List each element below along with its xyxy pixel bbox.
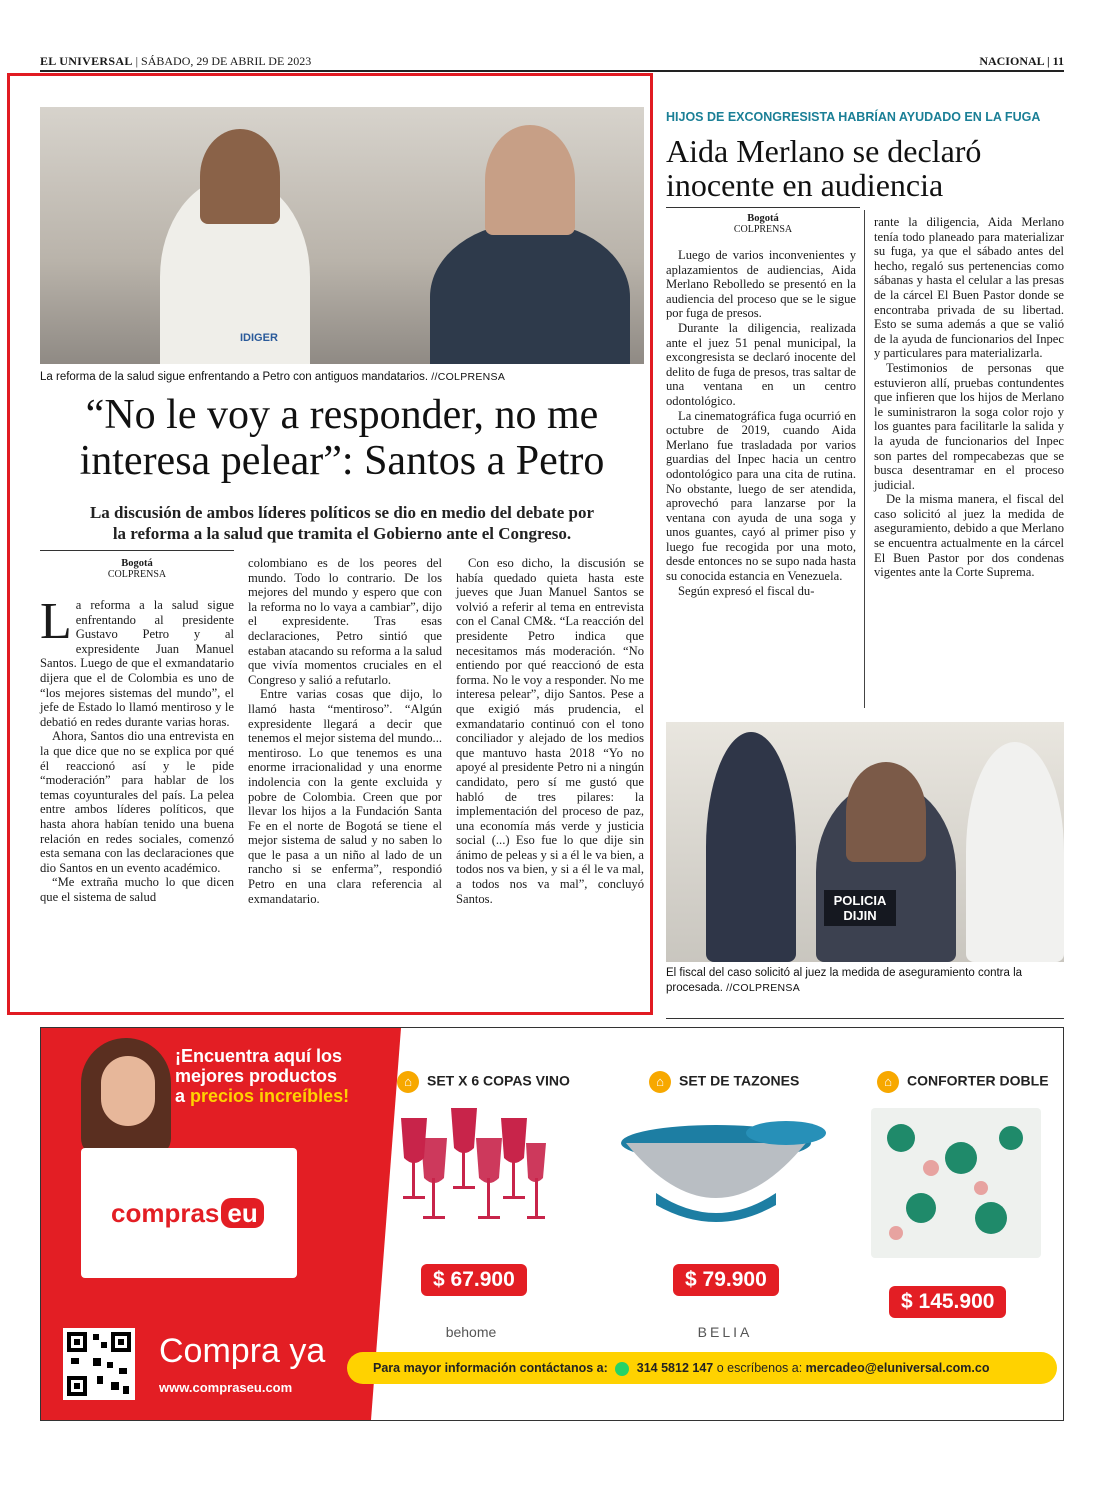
slogan-a: a xyxy=(175,1086,191,1106)
section-label xyxy=(979,54,1064,69)
byline-city: Bogotá xyxy=(747,213,779,224)
paragraph: “Me extraña mucho lo que dicen que el sistema de salud xyxy=(40,875,234,904)
paragraph: Entre varias cosas que dijo, lo llamó hasta “mentiroso”. “Algún expresidente llegará a decir que tenemos el mejor sistema del mundo... mentiroso. Lo que tenemos es una enorme irracionalidad y una enorme indolencia con la gente excluida y pobre de Colombia. Creen que por llevar los hijos a la Fundación Santa Fe en el norte de Bogotá se tiene el mejor sistema de salud y no saben lo que le pasa a un niño al lado de un rancho si se enferma”, respondió Petro en una clara referencia al exmandatario. xyxy=(248,687,442,906)
product-title-text: CONFORTER DOBLE xyxy=(907,1072,1049,1089)
paragraph: Según expresó el fiscal du- xyxy=(678,583,815,598)
paragraph: Ahora, Santos dio una entrevista en la que dice que no se explica por qué él reaccionó así y le pide “moderación” para hablar de los temas coyunturales del país. La pelea entre ambos líderes políticos, que hasta ahora habían tenido una buena relación en redes sociales, comenzó esta semana con las declaraciones que dio Santos en un evento académico. xyxy=(40,729,234,875)
side-headline xyxy=(666,134,1066,202)
main-headline-line1: “No le voy a responder, no me xyxy=(85,392,599,438)
header-separator-right: | xyxy=(1047,54,1050,68)
main-subhead-line2: la reforma a la salud que tramita el Gobierno ante el Congreso. xyxy=(112,524,572,543)
side-headline-line1: Aida Merlano se declaró xyxy=(666,133,982,169)
byline-agency: COLPRENSA xyxy=(107,569,167,580)
contact-mid: o escríbenos a: xyxy=(716,1361,803,1375)
advertisement xyxy=(40,1027,1064,1421)
ad-slogan xyxy=(175,1046,349,1106)
qr-code[interactable] xyxy=(63,1328,135,1400)
home-icon: ⌂ xyxy=(397,1071,419,1093)
photo-vest-label xyxy=(824,890,896,926)
byline-agency: COLPRENSA xyxy=(733,224,793,235)
issue-date: SÁBADO, 29 DE ABRIL DE 2023 xyxy=(141,54,312,68)
vendor-logo: BELIA xyxy=(697,1324,753,1340)
side-column-2 xyxy=(874,215,1064,580)
product-price: $ 67.900 xyxy=(421,1264,527,1296)
brand-suffix: eu xyxy=(221,1198,263,1228)
main-headline xyxy=(40,392,644,484)
product-price: $ 79.900 xyxy=(673,1264,779,1296)
header-rule xyxy=(40,70,1064,72)
caption-text: El fiscal del caso solicitó al juez la medida de aseguramiento contra la procesada. xyxy=(666,967,1023,994)
slogan-line1: ¡Encuentra aquí los xyxy=(175,1046,343,1066)
side-byline xyxy=(666,213,860,235)
drop-cap: L xyxy=(40,593,72,650)
product-title xyxy=(649,1071,799,1093)
side-kicker: HIJOS DE EXCONGRESISTA HABRÍAN AYUDADO EN LA FUGA xyxy=(666,110,1041,124)
side-headline-line2: inocente en audiencia xyxy=(666,167,944,203)
brand-name: compras xyxy=(111,1198,220,1228)
side-photo-caption xyxy=(666,966,1064,996)
cta-text: Compra ya xyxy=(159,1332,326,1370)
slogan-line2: mejores productos xyxy=(175,1066,338,1086)
paragraph: Con eso dicho, la discusión se había quedado quieta hasta este jueves que Juan Manuel Santos se volvió a referir al tema en entrevista con el Canal CM&. “La reacción del presidente Petro indica que necesitamos más moderación. “No entiendo por qué reaccionó de esta forma. No le voy a responder. No me interesa pelear”, dijo Santos. Pese a que exigió más prudencia, el exmandatario continuó con el tono conciliador y alejado de los medios que mantuvo hasta 2018 “Yo no apoyé al presidente Petro ni a ningún candidato, pero sí me gustó que habló de tres pilares: la implementación del proceso de paz, una economía más verde y justicia social (...) Eso fue lo que dije sin ánimo de peleas y si a él le va bien, a todos nos va bien, y si a él le va mal, a todos nos va mal”, concluyó Santos. xyxy=(456,556,644,906)
paragraph: La cinematográfica fuga ocurrió en octubre de 2019, cuando Aida Merlano fue trasladada por varios guardias del Inpec hacia un centro odontológico para una cita de rutina. No obstante, luego de ser atendida, aprovechó para lanzarse por la ventana con ayuda de una soga y unos guantes, cayó al primer piso y luego fue recogida por una moto, desde entonces no se supo nada hasta su conocida estancia en Venezuela. xyxy=(666,408,856,584)
section-rule xyxy=(666,1018,1064,1019)
paragraph: Luego de varios inconvenientes y aplazamientos de audiencias, Aida Merlano Rebolledo se presentó en la audiencia del proceso que se le sigue por fuga de presos. xyxy=(666,248,856,321)
byline-city: Bogotá xyxy=(121,558,153,569)
product-title xyxy=(877,1071,1049,1093)
caption-credit: //COLPRENSA xyxy=(431,371,506,383)
header-separator: | xyxy=(135,54,139,68)
whatsapp-icon xyxy=(615,1362,629,1376)
ad-sign xyxy=(81,1148,297,1278)
product-title-text: SET X 6 COPAS VINO xyxy=(427,1072,570,1089)
home-icon: ⌂ xyxy=(649,1071,671,1093)
page-number: 11 xyxy=(1052,54,1064,68)
paragraph: colombiano es de los peores del mundo. Todo lo contrario. De los mejores del mundo y espero que con la reforma no lo vaya a cambiar”, dijo el expresidente. Tras esas declaraciones, Petro sintió que estaban atacando su reforma a la salud que vivía momentos cruciales en el Congreso y salió a refutarlo. xyxy=(248,556,442,687)
wine-glasses-image xyxy=(381,1108,551,1248)
product-title-text: SET DE TAZONES xyxy=(679,1072,800,1089)
paragraph: Durante la diligencia, realizada ante el juez 51 penal municipal, la excongresista se declaró inocente del delito de fuga de presos, tras saltar de una ventana en un centro odontológico. xyxy=(666,320,856,408)
caption-text: La reforma de la salud sigue enfrentando a Petro con antiguos mandatarios. xyxy=(40,371,429,383)
product-price: $ 145.900 xyxy=(889,1286,1006,1318)
main-photo xyxy=(40,107,644,364)
main-column-1 xyxy=(40,593,234,904)
column-divider xyxy=(864,210,865,708)
paragraph: a reforma a la salud sigue enfrentando al presidente Gustavo Petro y al expresidente Juan Manuel Santos. Luego de que el exmandatario dijera que el de Colombia es uno de “los mejores sistemas del mundo”, el jefe de Estado lo llamó mentiroso y le debatió en redes durante varias horas. xyxy=(40,598,234,729)
contact-prefix: Para mayor información contáctanos a: xyxy=(373,1361,608,1375)
product-title xyxy=(397,1071,570,1093)
vest-line1: POLICIA xyxy=(833,893,887,908)
main-subhead xyxy=(40,502,644,544)
paragraph: De la misma manera, el fiscal del caso solicitó al juez la medida de aseguramiento, debido a que Merlano se encuentra actualmente en la cárcel El Buen Pastor por dos condenas vigentes ante la Corte Suprema. xyxy=(874,492,1064,580)
paragraph: Testimonios de personas que estuvieron allí, pruebas contundentes que infieren que los hijos de Merlano le suministraron la soga color rojo y los guantes para facilitarle la salida y la ayuda de funcionarios del Inpec son partes del rompecabezas que se busca desentramar en el proceso judicial. xyxy=(874,360,1064,492)
main-subhead-line1: La discusión de ambos líderes políticos se dio en medio del debate por xyxy=(89,503,595,522)
slogan-line3 xyxy=(175,1086,349,1106)
brand-logo xyxy=(111,1198,264,1229)
byline-rule xyxy=(40,550,234,551)
side-byline-rule xyxy=(666,207,860,208)
paragraph: rante la diligencia, Aida Merlano tenía todo planeado para materializar su fuga, ya que el sábado antes del hecho, regaló sus pertenencias como sábanas y hasta el celular a las presas de la cárcel El Buen Pastor donde se encontraba privada de su libertad. Esto se suma además a que se valió de la ayuda de funcionarios del Inpec y particulares para materializarla. xyxy=(874,215,1064,361)
photo-vest-text: IDIGER xyxy=(240,332,278,344)
contact-bar xyxy=(347,1352,1057,1384)
ad-red-panel xyxy=(41,1028,371,1420)
slogan-highlight: precios increíbles! xyxy=(190,1086,350,1106)
contact-email[interactable]: mercadeo@eluniversal.com.co xyxy=(805,1361,990,1375)
bowls-image xyxy=(616,1113,836,1233)
main-headline-line2: interesa pelear”: Santos a Petro xyxy=(79,438,605,484)
masthead xyxy=(40,54,311,69)
main-photo-caption xyxy=(40,370,644,385)
side-photo xyxy=(666,722,1064,962)
vest-line2: DIJIN xyxy=(843,908,877,923)
contact-phone[interactable]: 314 5812 147 xyxy=(636,1361,714,1375)
main-column-3 xyxy=(456,556,644,906)
side-column-1 xyxy=(666,248,856,598)
main-byline xyxy=(40,558,234,580)
ad-website[interactable]: www.compraseu.com xyxy=(159,1380,293,1395)
section-name: NACIONAL xyxy=(979,54,1044,68)
home-icon: ⌂ xyxy=(877,1071,899,1093)
main-column-2 xyxy=(248,556,442,906)
caption-credit: //COLPRENSA xyxy=(726,982,801,994)
vendor-logo: behome xyxy=(445,1324,497,1340)
comforter-image xyxy=(871,1108,1041,1258)
paper-name: EL UNIVERSAL xyxy=(40,54,133,68)
